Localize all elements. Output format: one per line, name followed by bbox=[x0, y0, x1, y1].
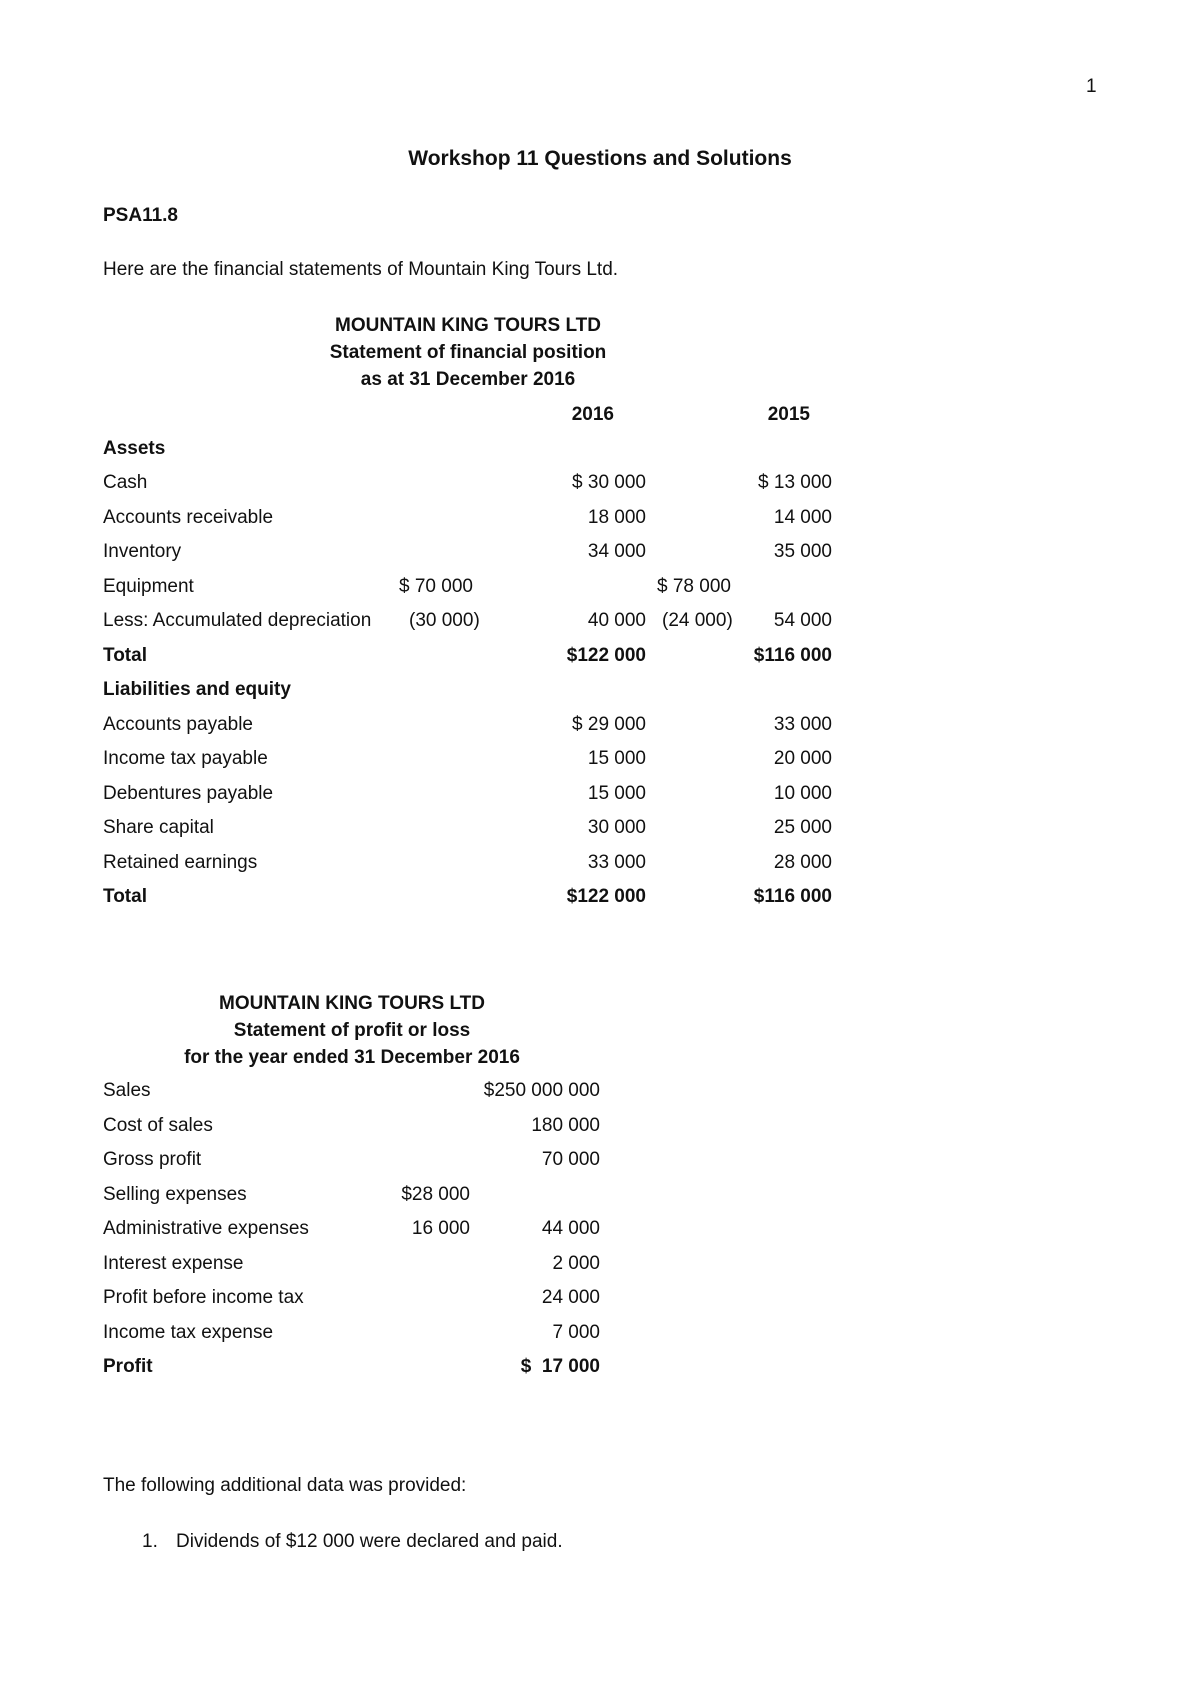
table-row bbox=[0, 576, 1200, 606]
row-label: Equipment bbox=[103, 576, 194, 597]
sfp-year-2016: 2016 bbox=[571, 404, 614, 425]
row-label: Liabilities and equity bbox=[103, 679, 291, 700]
list-item: Dividends of $12 000 were declared and paid. bbox=[176, 1531, 563, 1552]
pl-date: for the year ended 31 December 2016 bbox=[184, 1047, 520, 1068]
value-2015: 35 000 bbox=[773, 541, 832, 562]
amount: 70 000 bbox=[541, 1149, 600, 1170]
row-label: Assets bbox=[103, 438, 166, 459]
additional-data-intro: The following additional data was provided: bbox=[103, 1475, 467, 1496]
table-row bbox=[0, 1322, 1200, 1352]
sfp-section-assets bbox=[0, 438, 1200, 468]
row-label: Less: Accumulated depreciation bbox=[103, 610, 372, 631]
value-2015: 25 000 bbox=[773, 817, 832, 838]
row-label: Retained earnings bbox=[103, 852, 258, 873]
sfp-total-row bbox=[0, 645, 1200, 675]
document-title: Workshop 11 Questions and Solutions bbox=[408, 147, 792, 170]
list-item-number: 1. bbox=[142, 1531, 158, 1552]
amount: 44 000 bbox=[541, 1218, 600, 1239]
pl-profit-row bbox=[0, 1356, 1200, 1386]
table-row bbox=[0, 472, 1200, 502]
sfp-section-liabilities bbox=[0, 679, 1200, 709]
table-row bbox=[0, 714, 1200, 744]
table-row bbox=[0, 1184, 1200, 1214]
sub-amount: $28 000 bbox=[401, 1184, 470, 1205]
value-2015: 54 000 bbox=[773, 610, 832, 631]
value-2015: $ 13 000 bbox=[758, 472, 832, 493]
table-row bbox=[0, 748, 1200, 778]
row-label: Profit before income tax bbox=[103, 1287, 304, 1308]
amount: 180 000 bbox=[531, 1115, 600, 1136]
table-row bbox=[0, 852, 1200, 882]
value-2016: 30 000 bbox=[587, 817, 646, 838]
row-label: Debentures payable bbox=[103, 783, 274, 804]
row-label: Accounts payable bbox=[103, 714, 253, 735]
row-label: Inventory bbox=[103, 541, 182, 562]
amount: $250 000 000 bbox=[483, 1080, 600, 1101]
row-label: Sales bbox=[103, 1080, 151, 1101]
value-2015: 10 000 bbox=[773, 783, 832, 804]
amount: $ 17 000 bbox=[520, 1356, 600, 1377]
sfp-date: as at 31 December 2016 bbox=[360, 369, 576, 390]
row-label: Cash bbox=[103, 472, 148, 493]
value-2016: 33 000 bbox=[587, 852, 646, 873]
row-label: Selling expenses bbox=[103, 1184, 247, 1205]
row-label: Cost of sales bbox=[103, 1115, 213, 1136]
value-2016: 15 000 bbox=[587, 748, 646, 769]
value-2015: 14 000 bbox=[773, 507, 832, 528]
value-2016: 18 000 bbox=[587, 507, 646, 528]
sub-amount: 16 000 bbox=[411, 1218, 470, 1239]
table-row bbox=[0, 1115, 1200, 1145]
row-label: Total bbox=[103, 886, 147, 907]
value-2015: $116 000 bbox=[753, 886, 832, 907]
amount: 24 000 bbox=[541, 1287, 600, 1308]
value-2015: 20 000 bbox=[773, 748, 832, 769]
row-label: Income tax expense bbox=[103, 1322, 274, 1343]
table-row bbox=[0, 817, 1200, 847]
value-2016: $122 000 bbox=[566, 645, 646, 666]
intro-text: Here are the financial statements of Mountain King Tours Ltd. bbox=[103, 259, 619, 280]
table-row bbox=[0, 1253, 1200, 1283]
value-2016: 34 000 bbox=[587, 541, 646, 562]
value-2016: $ 30 000 bbox=[572, 472, 646, 493]
sfp-company-name: MOUNTAIN KING TOURS LTD bbox=[335, 315, 601, 336]
amount: 7 000 bbox=[552, 1322, 600, 1343]
table-row bbox=[0, 1287, 1200, 1317]
pl-company-name: MOUNTAIN KING TOURS LTD bbox=[219, 993, 485, 1014]
value-2015: 33 000 bbox=[773, 714, 832, 735]
row-label: Total bbox=[103, 645, 147, 666]
value-2015: 28 000 bbox=[773, 852, 832, 873]
table-row bbox=[0, 783, 1200, 813]
subvalue-2016: (30 000) bbox=[409, 610, 480, 631]
amount: 2 000 bbox=[552, 1253, 600, 1274]
sfp-statement-title: Statement of financial position bbox=[329, 342, 607, 363]
pl-statement-title: Statement of profit or loss bbox=[233, 1020, 471, 1041]
row-label: Accounts receivable bbox=[103, 507, 274, 528]
question-code: PSA11.8 bbox=[103, 205, 178, 226]
value-2016: 40 000 bbox=[587, 610, 646, 631]
page-number: 1 bbox=[1086, 76, 1097, 97]
value-2016: 15 000 bbox=[587, 783, 646, 804]
subvalue-2015: (24 000) bbox=[662, 610, 733, 631]
row-label: Interest expense bbox=[103, 1253, 244, 1274]
value-2016: $ 29 000 bbox=[572, 714, 646, 735]
sfp-year-2015: 2015 bbox=[767, 404, 810, 425]
table-row bbox=[0, 1149, 1200, 1179]
table-row bbox=[0, 1080, 1200, 1110]
row-label: Income tax payable bbox=[103, 748, 268, 769]
table-row bbox=[0, 541, 1200, 571]
table-row bbox=[0, 1218, 1200, 1248]
subvalue-2015: $ 78 000 bbox=[657, 576, 731, 597]
table-row bbox=[0, 507, 1200, 537]
row-label: Gross profit bbox=[103, 1149, 202, 1170]
subvalue-2016: $ 70 000 bbox=[399, 576, 473, 597]
value-2016: $122 000 bbox=[566, 886, 646, 907]
sfp-total-row bbox=[0, 886, 1200, 916]
row-label: Share capital bbox=[103, 817, 214, 838]
table-row bbox=[0, 610, 1200, 640]
row-label: Administrative expenses bbox=[103, 1218, 309, 1239]
value-2015: $116 000 bbox=[753, 645, 832, 666]
row-label: Profit bbox=[103, 1356, 153, 1377]
